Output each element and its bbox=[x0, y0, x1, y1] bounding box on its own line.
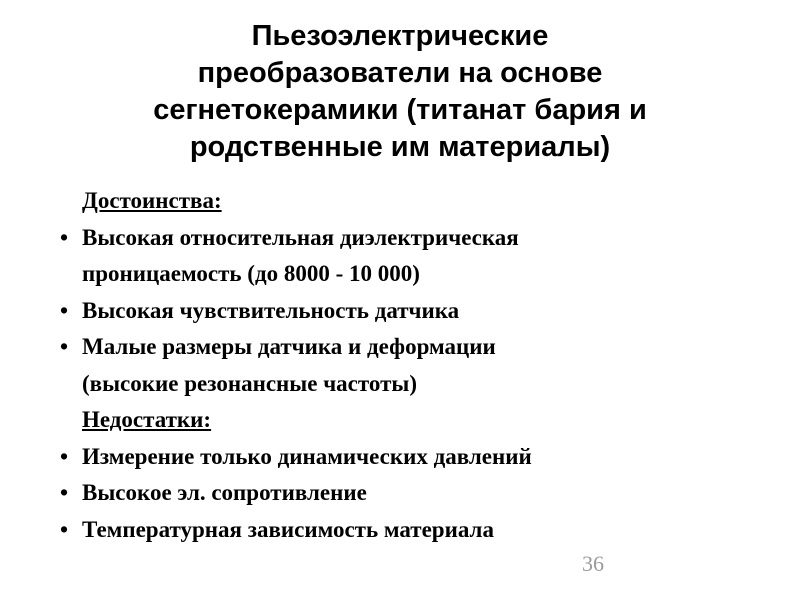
title-line: Пьезоэлектрические bbox=[251, 20, 549, 52]
advantages-heading: Достоинства: bbox=[82, 188, 222, 213]
bullet-icon: • bbox=[60, 480, 69, 505]
disadvantages-heading: Недостатки: bbox=[82, 407, 212, 432]
item-line: Высокое эл. сопротивление bbox=[82, 480, 367, 505]
slide-title bbox=[60, 18, 740, 166]
disadvantages-item-1 bbox=[60, 439, 760, 476]
page-number: 36 bbox=[582, 551, 604, 576]
item-line: Температурная зависимость материала bbox=[82, 516, 494, 542]
title-line: преобразователи на основе bbox=[197, 57, 603, 89]
title-line: родственные им материалы) bbox=[189, 131, 611, 163]
bullet-icon: • bbox=[60, 224, 69, 250]
advantages-item-3 bbox=[60, 329, 760, 402]
disadvantages-item-3 bbox=[60, 512, 760, 549]
bullet-icon: • bbox=[60, 334, 69, 359]
bullet-icon: • bbox=[60, 443, 69, 469]
item-line: проницаемость (до 8000 - 10 000) bbox=[82, 261, 420, 286]
advantages-item-1 bbox=[60, 220, 760, 293]
advantages-item-2 bbox=[60, 293, 760, 330]
bullet-icon: • bbox=[60, 297, 69, 323]
title-line: сегнетокерамики (титанат бария и bbox=[153, 94, 647, 126]
item-line: Высокая относительная диэлектрическая bbox=[82, 224, 519, 250]
item-line: Измерение только динамических давлений bbox=[82, 443, 532, 469]
bullet-icon: • bbox=[60, 516, 69, 542]
item-line: Малые размеры датчика и деформации bbox=[82, 334, 496, 359]
item-line: Высокая чувствительность датчика bbox=[82, 297, 460, 323]
disadvantages-item-2 bbox=[60, 475, 760, 512]
item-line: (высокие резонансные частоты) bbox=[82, 370, 417, 396]
slide-body bbox=[60, 183, 760, 548]
